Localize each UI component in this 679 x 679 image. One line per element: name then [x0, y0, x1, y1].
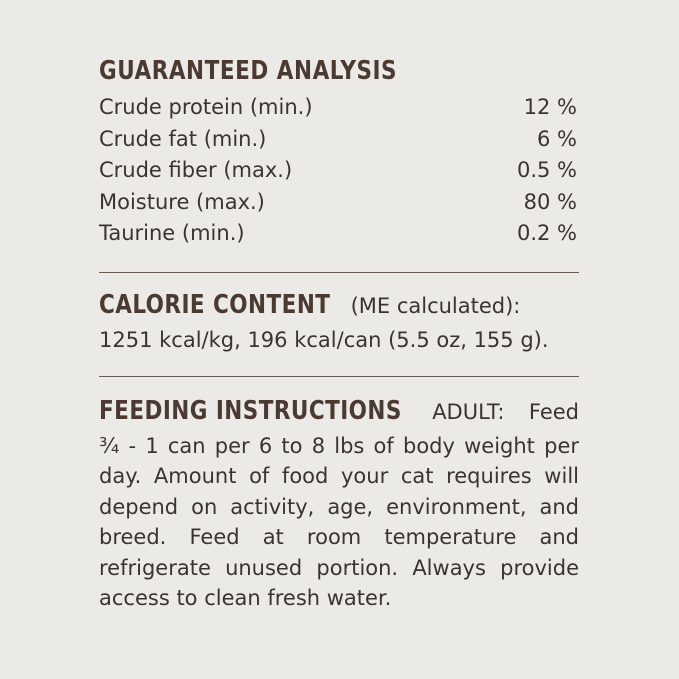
feeding-instructions-section — [99, 393, 579, 613]
nutrient-label: Moisture (max.) — [99, 189, 265, 214]
nutrient-amount: 0.2 % — [516, 221, 577, 246]
calorie-content-value: 1251 kcal/kg, 196 kcal/can (5.5 oz, 155 g). — [99, 327, 549, 352]
feeding-instructions-heading: FEEDING INSTRUCTIONS — [99, 396, 402, 427]
label-content — [99, 56, 579, 613]
guaranteed-analysis-heading: GUARANTEED ANALYSIS — [99, 56, 398, 86]
nutrient-amount: 12 % — [523, 95, 577, 119]
table-row — [99, 92, 579, 124]
nutrient-amount: 0.5 % — [516, 158, 577, 183]
table-row — [99, 218, 579, 250]
guaranteed-analysis-section — [99, 56, 579, 250]
section-divider-1 — [99, 272, 579, 273]
nutrient-label: Crude fiber (max.) — [99, 158, 293, 183]
nutrient-label: Taurine (min.) — [99, 221, 245, 246]
feeding-instructions-paragraph — [99, 393, 579, 613]
nutrient-label: Crude protein (min.) — [99, 95, 313, 119]
calorie-content-section — [99, 289, 579, 354]
nutrient-amount: 80 % — [523, 189, 577, 214]
section-divider-2 — [99, 376, 579, 377]
calorie-heading-line — [99, 289, 579, 323]
guaranteed-analysis-table — [99, 92, 579, 250]
calorie-content-heading: CALORIE CONTENT — [99, 290, 331, 321]
feeding-instructions-body: ADULT: Feed ¾ - 1 can per 6 to 8 lbs of body weight per day. Amount of food your cat requires will depend on activity, age, environment, and breed. Feed at room temperature and refrigerate unused portion. Always provide access to clean fresh water. — [99, 400, 579, 611]
table-row — [99, 124, 579, 156]
table-row — [99, 155, 579, 187]
nutrient-amount: 6 % — [537, 126, 577, 151]
nutrient-label: Crude fat (min.) — [99, 126, 267, 151]
table-row — [99, 187, 579, 219]
calorie-content-note: (ME calculated): — [350, 294, 521, 319]
